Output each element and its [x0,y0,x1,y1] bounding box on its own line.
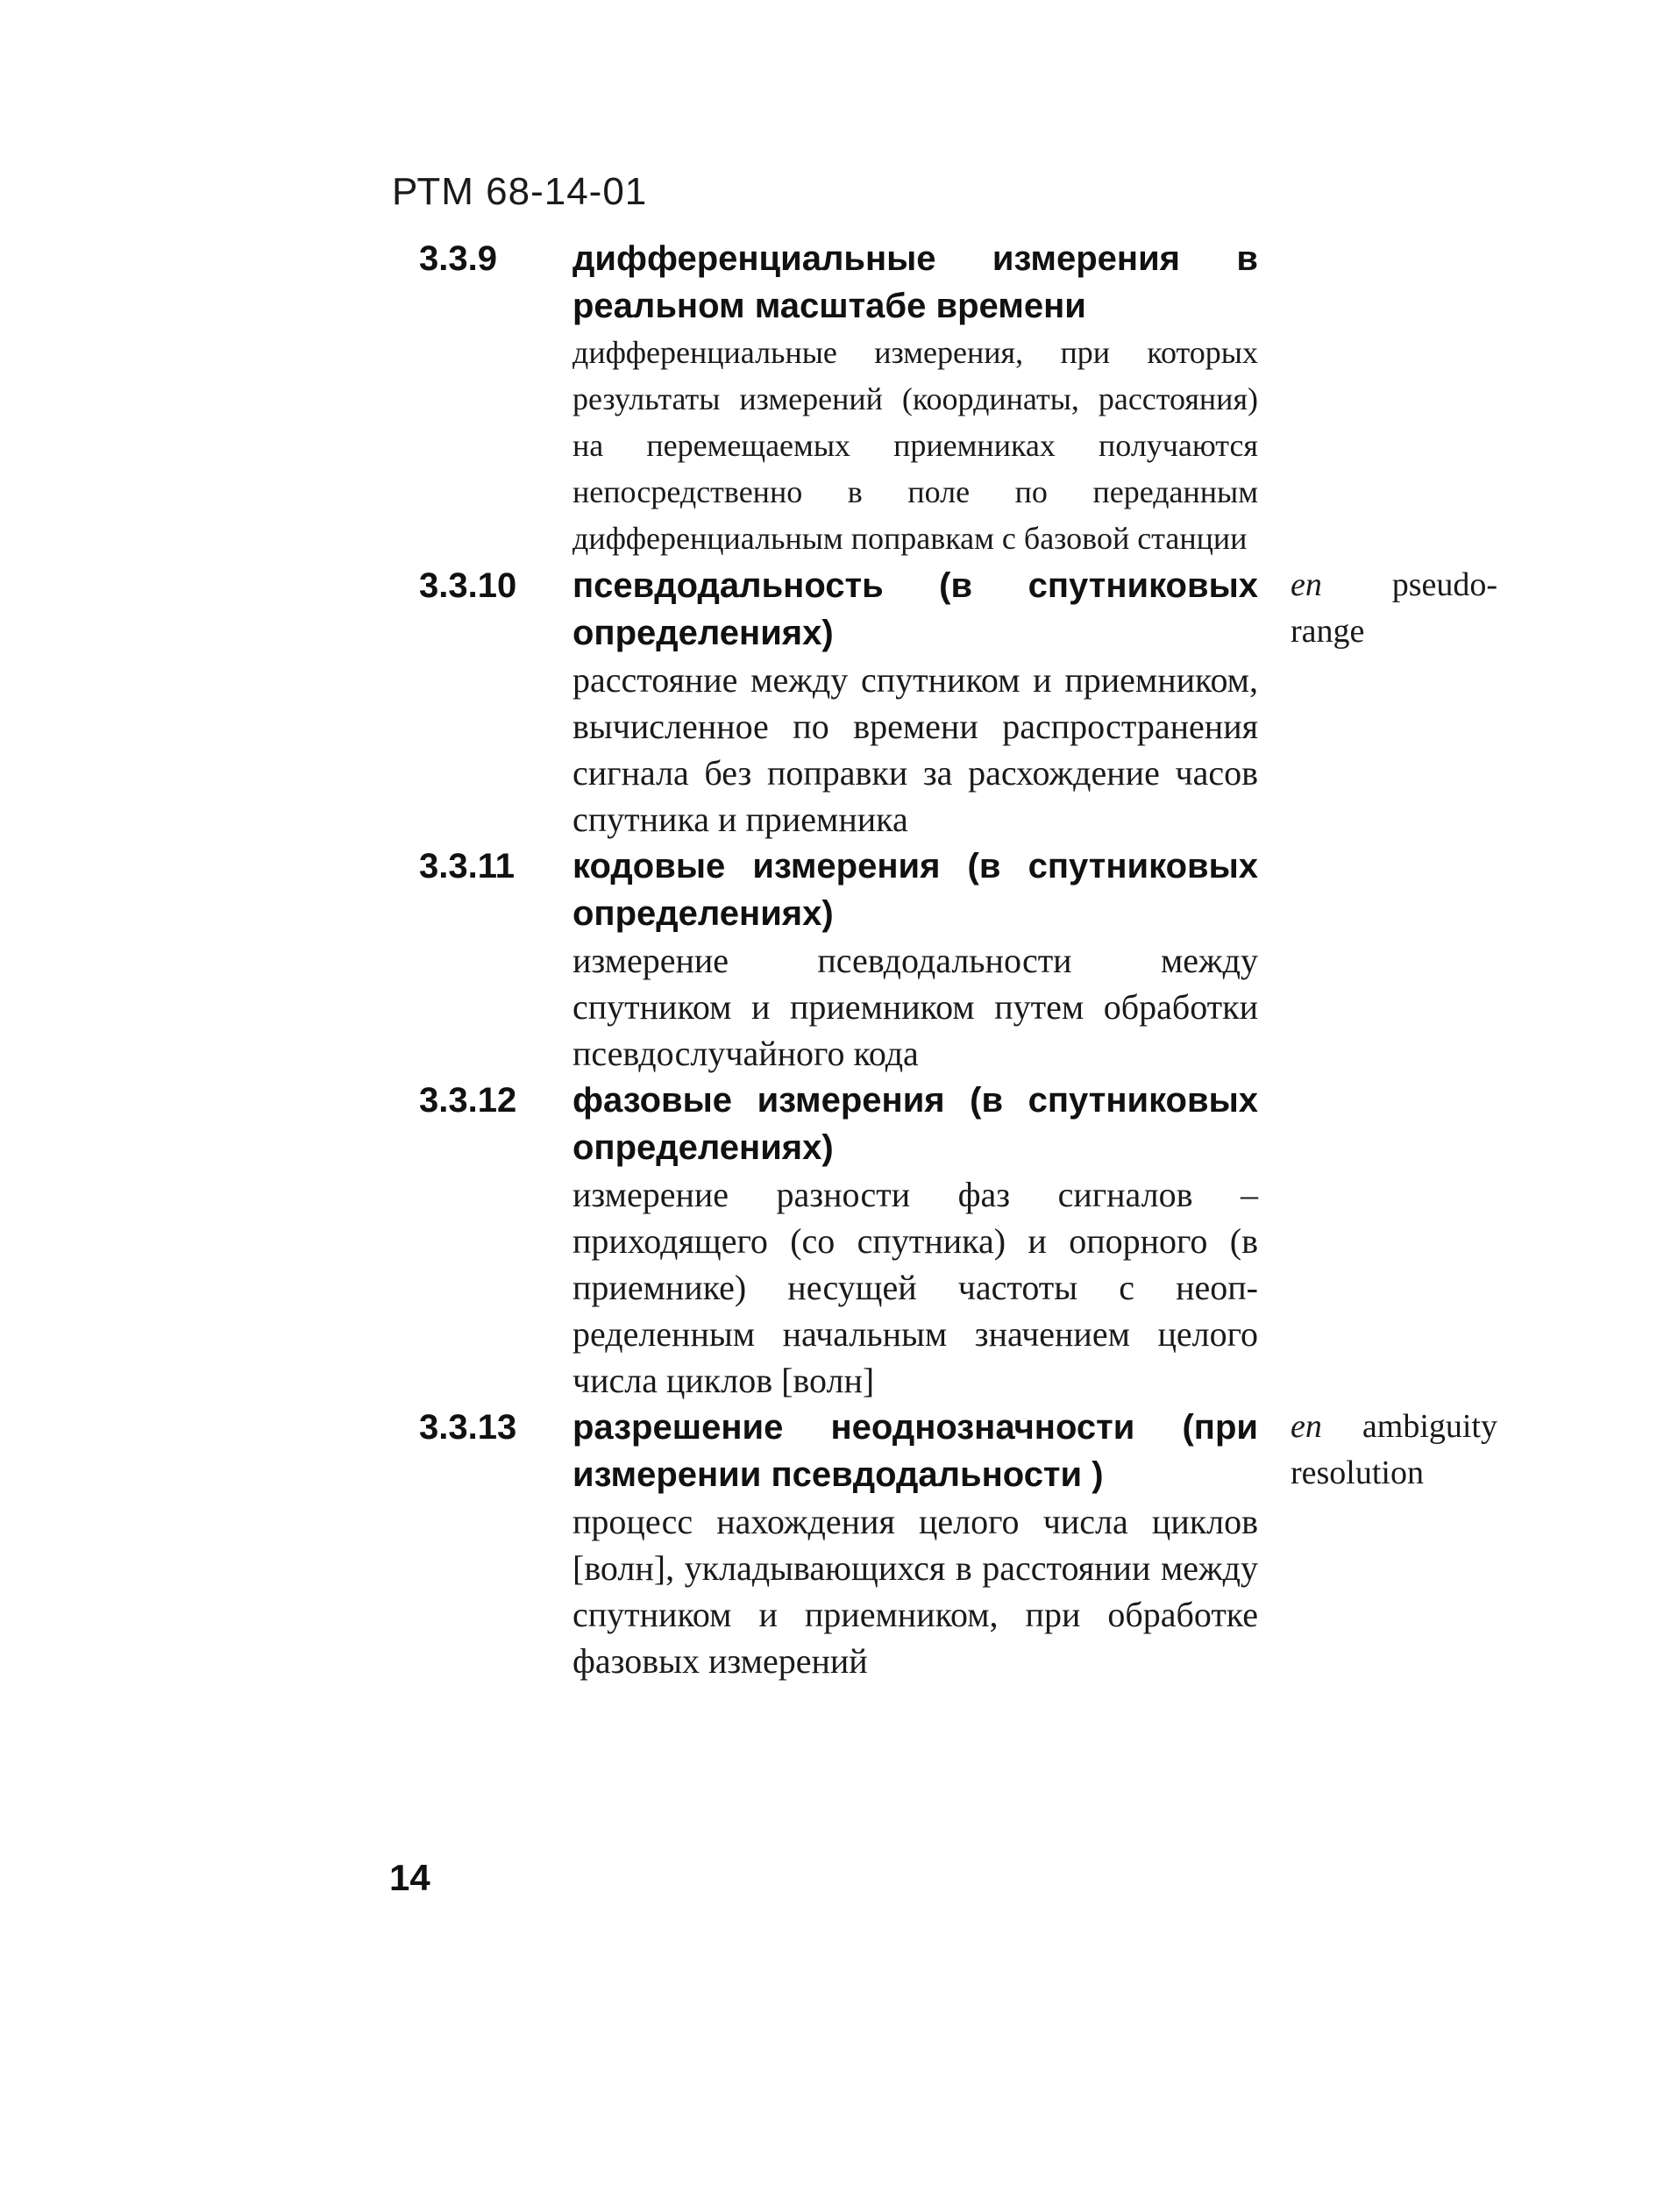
term-entry-3-3-10 [0,562,1664,843]
english-equivalent [1291,1404,1497,1497]
entry-body [572,1404,1258,1684]
term-definition: измерение разности фаз сигналов – приходящего (со спутника) и опорного (в приемнике) несущей частоты с неопределенным начальным значением целого числа циклов [волн] [572,1175,1258,1400]
term-title: кодовые измерения (в спутниковых определениях) [572,847,1258,933]
term-definition: дифференциальные измерения, при которых результаты измерений (координаты, расстояния) на перемещаемых приемниках получаются непосредственно в поле по переданным дифференциальным поправкам с базовой станции [572,335,1258,556]
entry-number: 3.3.13 [419,1408,517,1447]
english-term: ambiguity resolution [1291,1408,1497,1491]
term-entry-3-3-9 [0,235,1664,562]
term-entry-3-3-13 [0,1404,1664,1684]
term-title: фазовые измерения (в спутниковых определениях) [572,1081,1258,1167]
english-equivalent [1291,562,1497,655]
term-title: дифференциальные измерения в реальном масштабе времени [572,239,1258,325]
entry-number: 3.3.9 [419,239,497,278]
term-definition: процесс нахождения целого числа циклов [волн], укладывающихся в расстоянии между спутником и приемником, при обработке фазовых измерений [572,1502,1258,1681]
document-code: РТМ 68-14-01 [392,170,648,213]
english-term: pseudorange [1291,566,1497,650]
language-tag: en [1291,1408,1322,1445]
term-title: разрешение неоднозначности (при измерении псевдодальности ) [572,1408,1258,1494]
term-title: псевдодальность (в спутниковых определениях) [572,566,1258,652]
entry-number: 3.3.12 [419,1081,517,1120]
term-definition: измерение псевдодальности между спутником и приемником путем обработки псевдослучайного кода [572,941,1258,1073]
entry-number: 3.3.11 [419,847,516,886]
entry-body [572,1077,1258,1404]
entry-body [572,843,1258,1077]
term-entry-3-3-11 [0,843,1664,1077]
page-number: 14 [389,1857,430,1898]
term-entry-3-3-12 [0,1077,1664,1404]
term-definition: расстояние между спутником и приемником, вычисленное по времени распространения сигнала без поправки за расхождение часов спутника и приемника [572,660,1258,839]
terms-list [0,235,1664,1684]
entry-body [572,562,1258,843]
entry-number: 3.3.10 [419,566,517,605]
entry-body [572,235,1258,562]
language-tag: en [1291,566,1322,603]
